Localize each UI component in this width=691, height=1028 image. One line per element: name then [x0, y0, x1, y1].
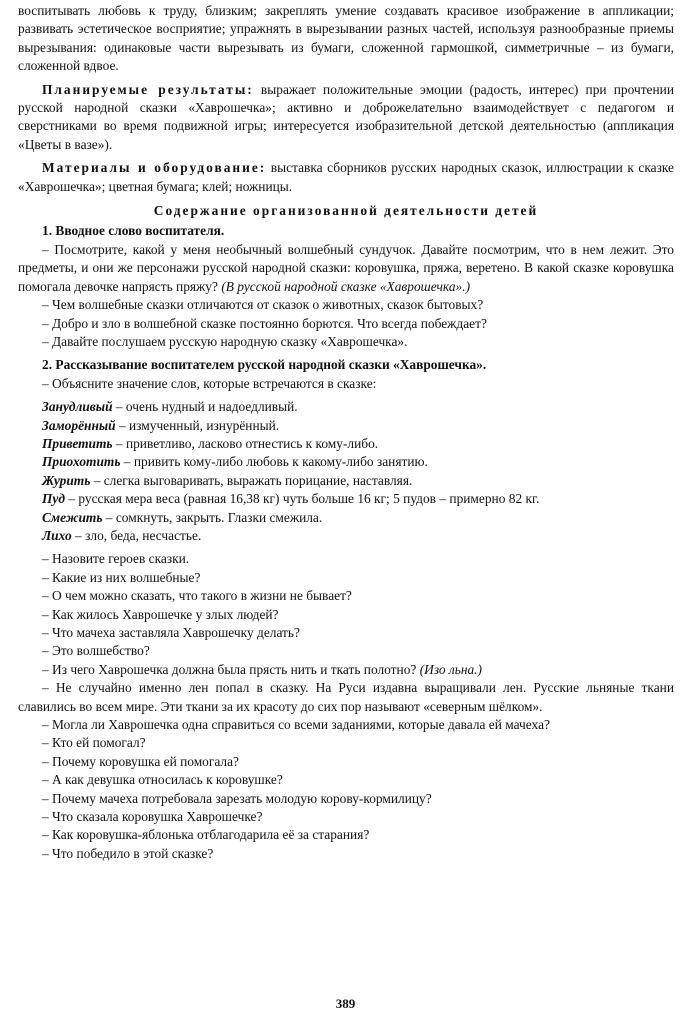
question-line: – Могла ли Хаврошечка одна справиться со всеми заданиями, которые давала ей мачеха? — [42, 717, 550, 733]
question-line: – Что мачеха заставляла Хаврошечку делать? — [42, 625, 300, 640]
glossary-definition: – сомкнуть, закрыть. Глазки смежила. — [102, 509, 323, 525]
section1-para-text: – Посмотрите, какой у меня необычный волшебный сундучок. Давайте посмотрим, что в нем лежит. Это предметы, и они же персонажи русской народной сказки: коровушка, пряжа, веретено. В какой сказке коровушка помогала девочке напрясть пряжу? — [18, 241, 674, 294]
question-line: – Как жилось Хаврошечке у злых людей? — [42, 606, 279, 622]
glossary-definition: – очень нудный и надоедливый. — [112, 399, 298, 415]
materials-paragraph — [18, 159, 674, 196]
section1-heading: 1. Вводное слово воспитателя. — [42, 223, 225, 239]
materials-label: Материалы и оборудование: — [42, 160, 267, 176]
question-line: – Как коровушка-яблонька отблагодарила её за старания? — [42, 827, 370, 843]
glossary-item — [18, 527, 674, 545]
question-line: – Какие из них волшебные? — [42, 569, 201, 585]
glossary-term: Приветить — [42, 435, 113, 451]
results-text: выражает положительные эмоции (радость, интерес) при прочтении русской народной сказки «Хаврошечка»; активно и доброжелательно взаимодействует с педагогом и сверстниками во время подвижной игры; интересуется изобразительной детской деятельностью (аппликация «Цветы в вазе»). — [18, 81, 674, 152]
section1-paragraph — [18, 241, 674, 296]
flax-answer: (Изо льна.) — [419, 661, 482, 677]
question-line: – Кто ей помогал? — [42, 735, 146, 751]
flax-question-text: – Из чего Хаврошечка должна была прясть нить и ткать полотно? — [42, 661, 420, 677]
glossary-definition: – зло, беда, несчастье. — [71, 527, 202, 543]
glossary-term: Пуд — [42, 491, 65, 507]
glossary-item — [18, 490, 674, 508]
flax-paragraph: – Не случайно именно лен попал в сказку. На Руси издавна выращивали лен. Русские льняные ткани славились во всем мире. Эти ткани за их красоту до сих пор называют «северным шёлком». — [18, 680, 674, 714]
glossary-definition: – измученный, изнурённый. — [115, 417, 280, 433]
glossary-term: Лихо — [42, 527, 72, 543]
glossary-definition: – привить кому-либо любовь к какому-либо занятию. — [120, 454, 428, 470]
section1-line: – Давайте послушаем русскую народную сказку «Хаврошечка». — [42, 333, 408, 349]
glossary-definition: – слегка выговаривать, выражать порицание, наставляя. — [90, 472, 413, 488]
intro-paragraph: воспитывать любовь к труду, близким; закреплять умение создавать красивое изображение в аппликации; развивать эстетическое восприятие; упражнять в вырезывании разных частей, используя разнообразные приемы вырезывания: одинаковые части вырезывать из бумаги, сложенной гармошкой, симметричные – из бумаги, сложенной вдвое. — [18, 3, 674, 74]
glossary-definition: – русская мера веса (равная 16,38 кг) чуть больше 16 кг; 5 пудов – примерно 82 кг. — [64, 491, 540, 507]
question-line: – А как девушка относилась к коровушке? — [42, 772, 283, 788]
question-line: – Почему коровушка ей помогала? — [42, 753, 239, 769]
glossary-term: Заморённый — [42, 417, 116, 433]
section1-para-italic: (В русской народной сказке «Хаврошечка».) — [221, 278, 471, 294]
glossary-item — [18, 398, 674, 416]
question-line: – Назовите героев сказки. — [42, 551, 190, 567]
page-number: 389 — [335, 996, 356, 1011]
glossary-term: Смежить — [42, 509, 103, 525]
question-line: – Почему мачеха потребовала зарезать молодую корову-кормилицу? — [42, 790, 432, 806]
glossary-term: Занудливый — [42, 399, 113, 415]
section2-intro: – Объясните значение слов, которые встречаются в сказке: — [42, 375, 377, 391]
question-line: – Что сказала коровушка Хаврошечке? — [42, 809, 263, 825]
question-line: – Что победило в этой сказке? — [42, 845, 214, 861]
glossary-definition: – приветливо, ласково отнестись к кому-либо. — [112, 435, 379, 451]
section2-heading: 2. Рассказывание воспитателем русской народной сказки «Хаврошечка». — [42, 357, 487, 373]
glossary-item — [18, 472, 674, 490]
question-line: – Это волшебство? — [42, 643, 150, 659]
document-page — [18, 2, 674, 863]
content-section-title: Содержание организованной деятельности детей — [153, 203, 539, 219]
glossary-item — [18, 435, 674, 453]
flax-question — [18, 661, 674, 679]
glossary-item — [18, 453, 674, 471]
materials-text: выставка сборников русских народных сказок, иллюстрации к сказке «Хаврошечка»; цветная бумага; клей; ножницы. — [18, 160, 674, 194]
glossary-item — [18, 417, 674, 435]
glossary-term: Приохотить — [42, 454, 121, 470]
results-label: Планируемые результаты: — [42, 81, 254, 97]
glossary-term: Журить — [42, 472, 91, 488]
section1-line: – Чем волшебные сказки отличаются от сказок о животных, сказок бытовых? — [42, 297, 484, 313]
section1-line: – Добро и зло в волшебной сказке постоянно борются. Что всегда побеждает? — [42, 315, 487, 331]
glossary-item — [18, 509, 674, 527]
question-line: – О чем можно сказать, что такого в жизни не бывает? — [42, 588, 352, 604]
results-paragraph — [18, 81, 674, 155]
